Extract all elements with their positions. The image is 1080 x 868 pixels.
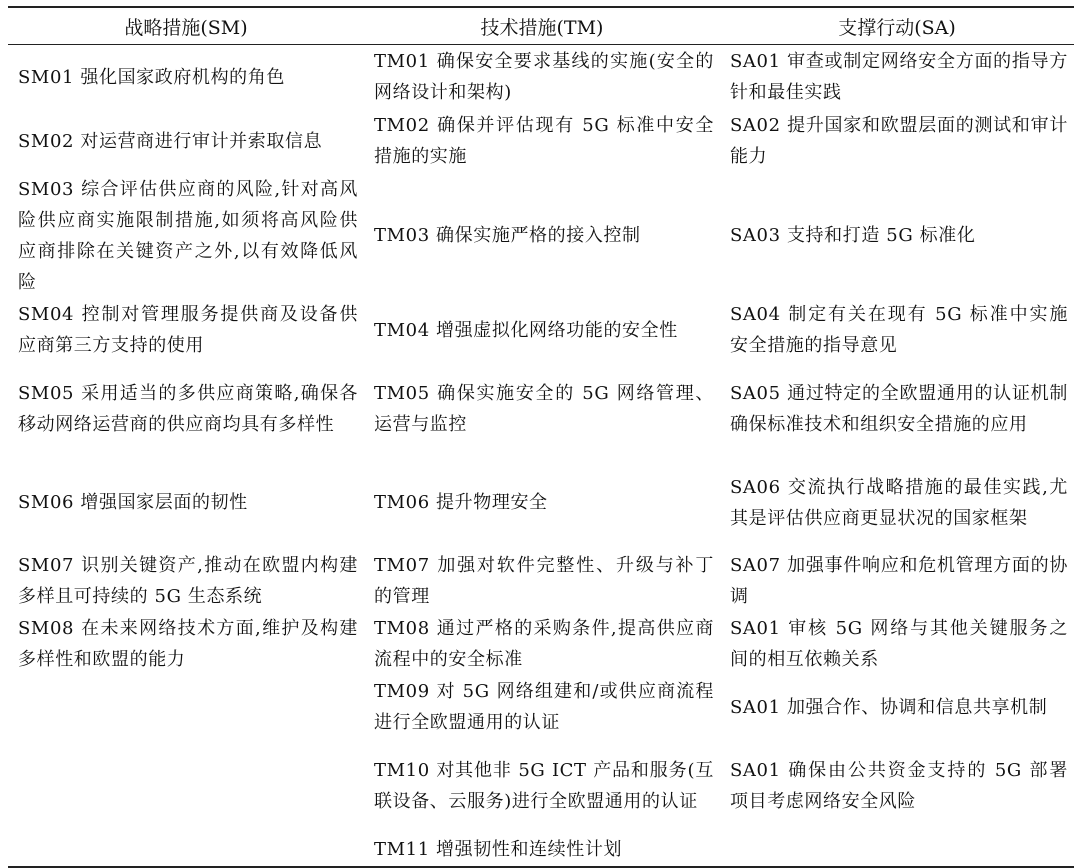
cell-tm: TM07 加强对软件完整性、升级与补丁的管理 bbox=[374, 555, 714, 607]
cell-sa: SA03 支持和打造 5G 标准化 bbox=[730, 225, 976, 246]
cell-tm: TM10 对其他非 5G ICT 产品和服务(互联设备、云服务)进行全欧盟通用的认证 bbox=[374, 759, 714, 812]
cell-tm: TM05 确保实施安全的 5G 网络管理、运营与监控 bbox=[374, 382, 714, 435]
cell-tm: TM11 增强韧性和连续性计划 bbox=[364, 833, 720, 867]
table-row bbox=[8, 456, 1074, 550]
cell-sm: SM03 综合评估供应商的风险,针对高风险供应商实施限制措施,如须将高风险供应商排除在关键资产之外,以有效降低风险 bbox=[18, 178, 358, 293]
table-row bbox=[8, 613, 1074, 676]
cell-sa: SA01 确保由公共资金支持的 5G 部署项目考虑网络安全风险 bbox=[730, 759, 1068, 812]
cell-sm: SM08 在未来网络技术方面,维护及构建多样性和欧盟的能力 bbox=[18, 617, 358, 670]
measures-table bbox=[8, 6, 1074, 868]
cell-sa: SA05 通过特定的全欧盟通用的认证机制确保标准技术和组织安全措施的应用 bbox=[730, 382, 1068, 435]
cell-sm: SM07 识别关键资产,推动在欧盟内构建多样且可持续的 5G 生态系统 bbox=[18, 555, 358, 607]
cell-tm: TM01 确保安全要求基线的实施(安全的网络设计和架构) bbox=[374, 51, 714, 104]
table-row bbox=[8, 833, 1074, 867]
table-row bbox=[8, 173, 1074, 299]
cell-sa: SA06 交流执行战略措施的最佳实践,尤其是评估供应商更显状况的国家框架 bbox=[730, 476, 1068, 529]
cell-tm: TM03 确保实施严格的接入控制 bbox=[374, 225, 641, 246]
cell-sa: SA07 加强事件响应和危机管理方面的协调 bbox=[730, 555, 1068, 607]
cell-sm bbox=[8, 676, 364, 739]
cell-sm: SM04 控制对管理服务提供商及设备供应商第三方支持的使用 bbox=[18, 304, 358, 356]
cell-tm: TM06 提升物理安全 bbox=[374, 492, 548, 513]
cell-sm: SM05 采用适当的多供应商策略,确保各移动网络运营商的供应商均具有多样性 bbox=[18, 382, 358, 435]
header-sa: 支撑行动(SA) bbox=[720, 7, 1074, 45]
cell-tm: TM04 增强虚拟化网络功能的安全性 bbox=[374, 319, 678, 341]
cell-tm: TM09 对 5G 网络组建和/或供应商流程进行全欧盟通用的认证 bbox=[374, 681, 714, 733]
table-row bbox=[8, 676, 1074, 739]
cell-sm bbox=[8, 833, 364, 867]
cell-tm: TM08 通过严格的采购条件,提高供应商流程中的安全标准 bbox=[374, 618, 714, 670]
cell-sm bbox=[8, 739, 364, 833]
header-row bbox=[8, 7, 1074, 45]
header-sm: 战略措施(SM) bbox=[8, 7, 364, 45]
table-row bbox=[8, 550, 1074, 613]
cell-sa: SA01 加强合作、协调和信息共享机制 bbox=[730, 696, 1048, 718]
table-row bbox=[8, 110, 1074, 173]
cell-sa: SA04 制定有关在现有 5G 标准中实施安全措施的指导意见 bbox=[730, 304, 1068, 356]
cell-sa: SA01 审查或制定网络安全方面的指导方针和最佳实践 bbox=[730, 51, 1068, 104]
cell-sm: SM06 增强国家层面的韧性 bbox=[18, 492, 248, 513]
table-row bbox=[8, 299, 1074, 362]
cell-tm: TM02 确保并评估现有 5G 标准中安全措施的实施 bbox=[374, 115, 714, 167]
cell-sa: SA01 审核 5G 网络与其他关键服务之间的相互依赖关系 bbox=[730, 618, 1068, 670]
cell-sa bbox=[720, 833, 1074, 867]
cell-sm: SM02 对运营商进行审计并索取信息 bbox=[18, 130, 323, 152]
cell-sm: SM01 强化国家政府机构的角色 bbox=[18, 66, 285, 88]
table-row bbox=[8, 739, 1074, 833]
cell-sa: SA02 提升国家和欧盟层面的测试和审计能力 bbox=[730, 115, 1068, 167]
table-row bbox=[8, 362, 1074, 456]
header-tm: 技术措施(TM) bbox=[364, 7, 720, 45]
table-row bbox=[8, 45, 1074, 110]
